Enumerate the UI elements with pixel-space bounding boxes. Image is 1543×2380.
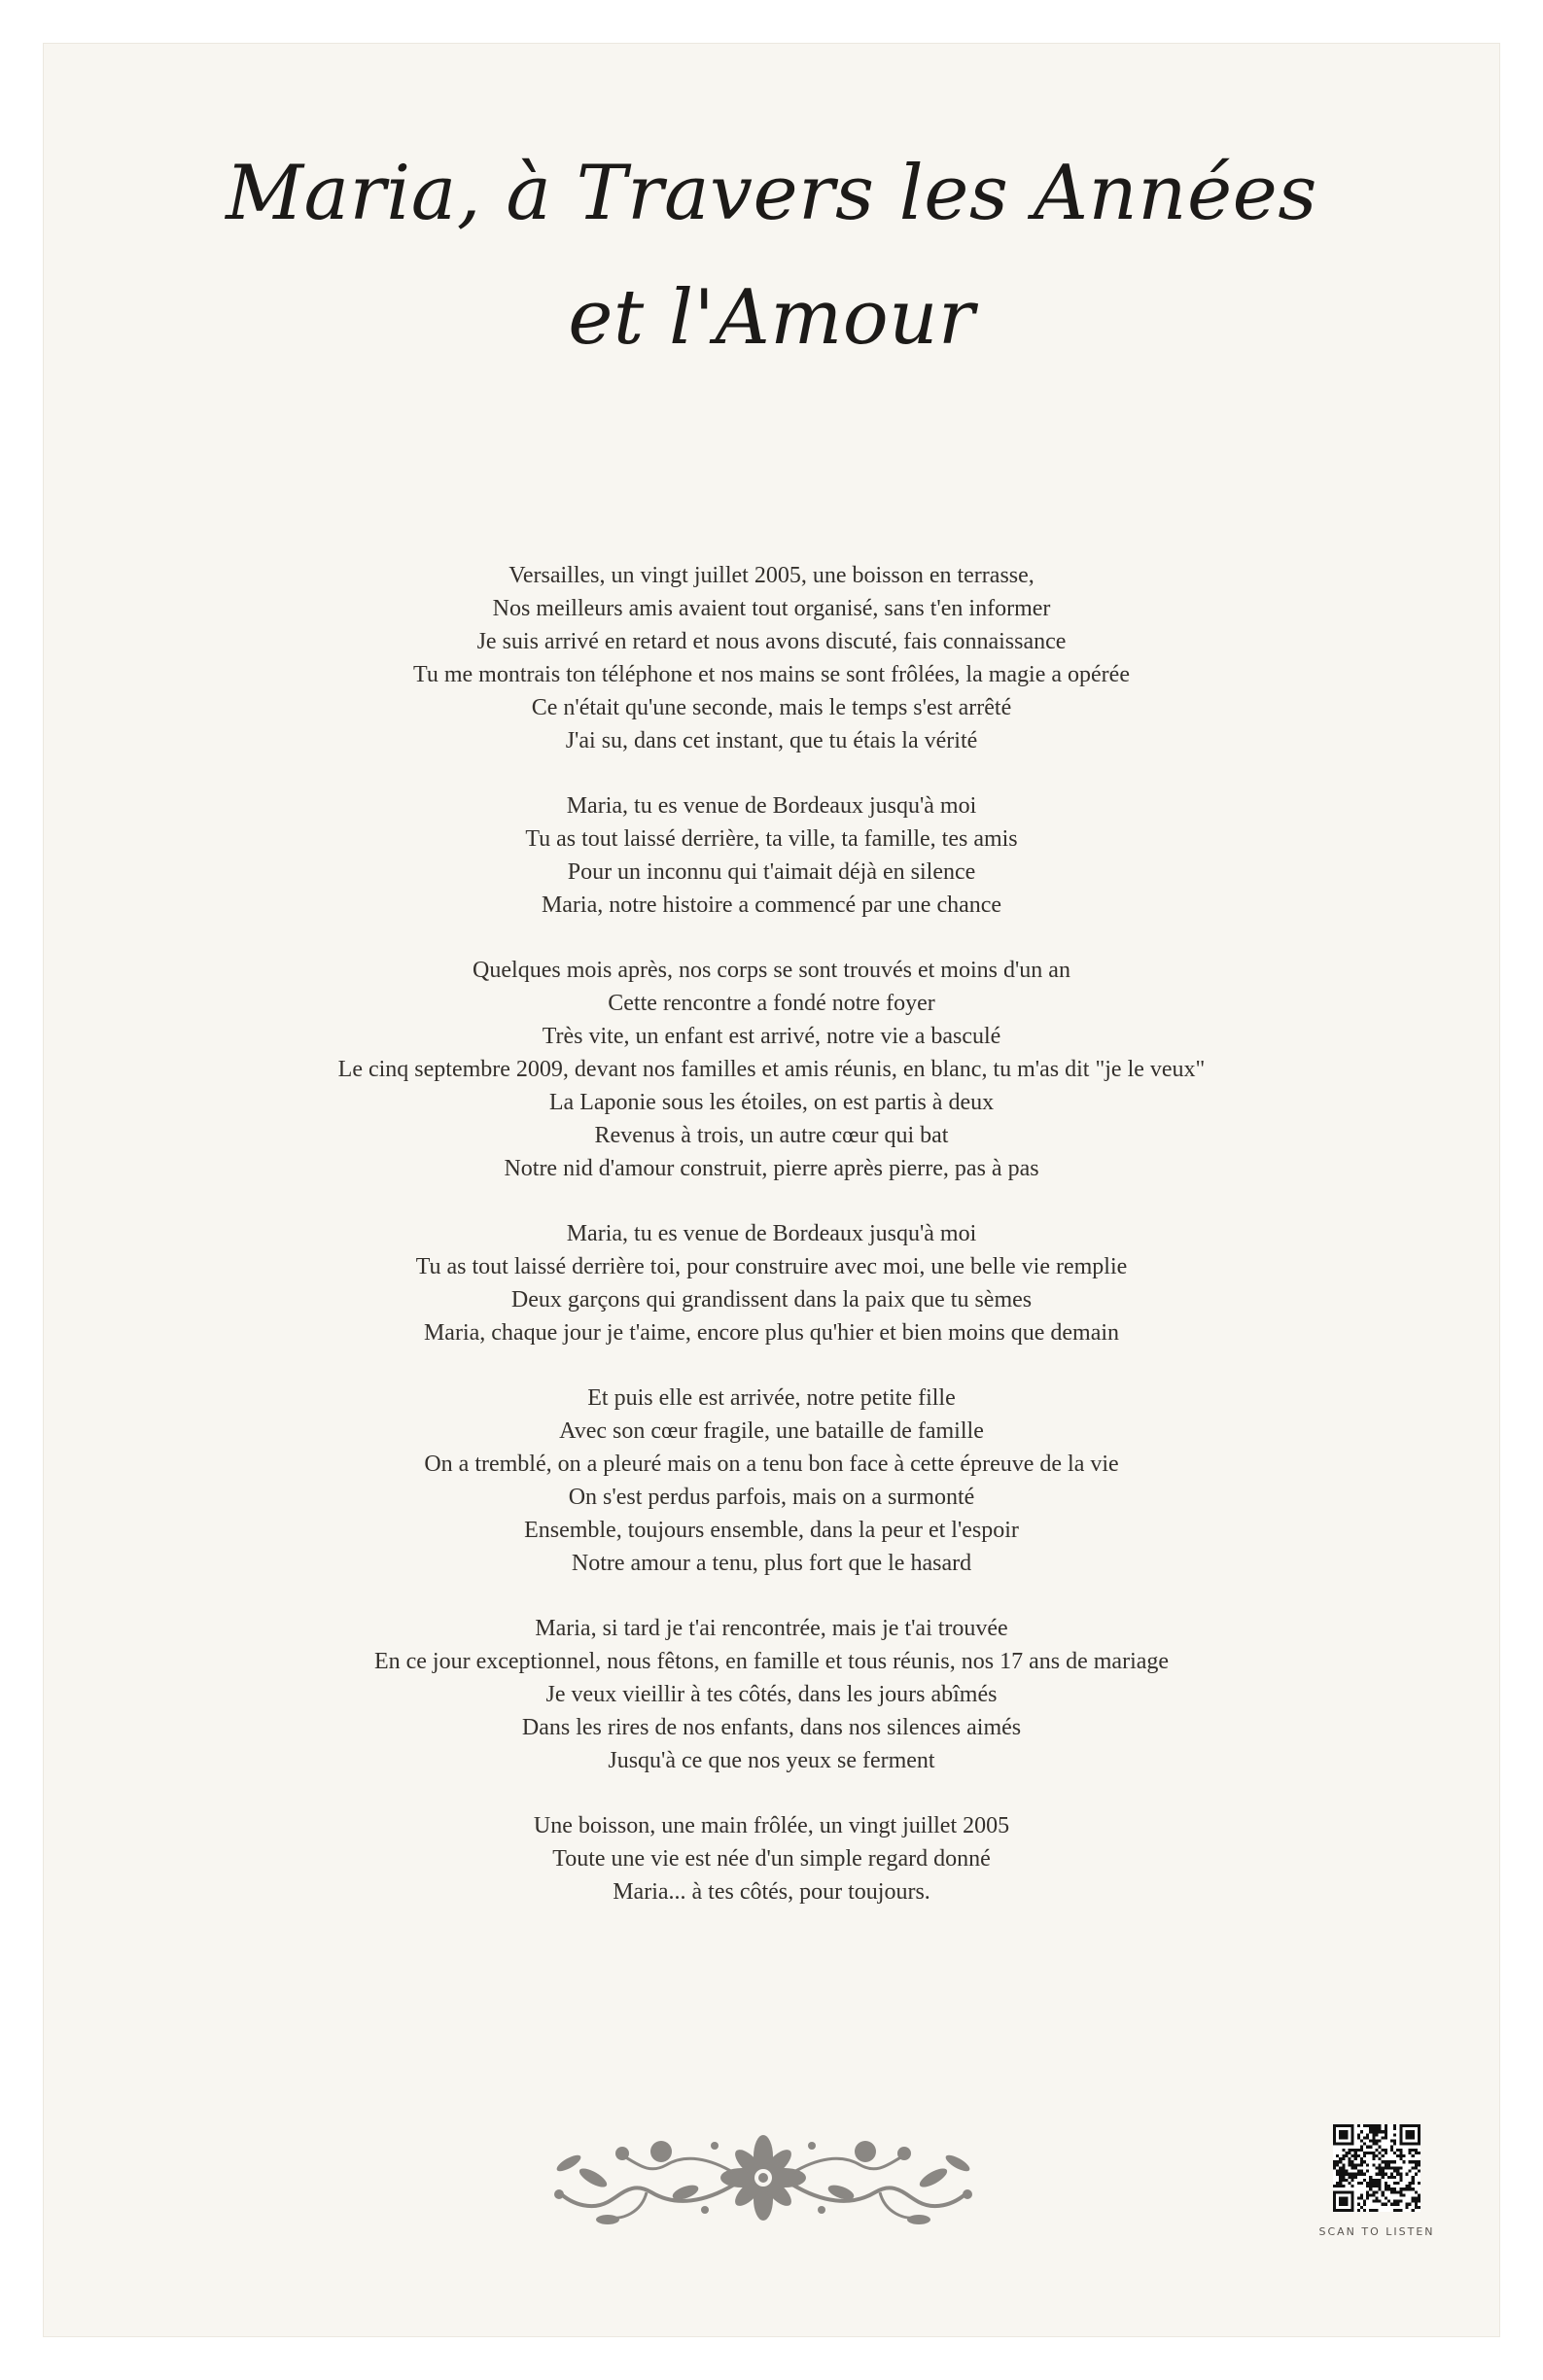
stanza bbox=[141, 1217, 1402, 1349]
stanza bbox=[141, 1382, 1402, 1580]
lyric-line: Dans les rires de nos enfants, dans nos silences aimés bbox=[521, 1715, 1022, 1740]
lyric-line: Maria, tu es venue de Bordeaux jusqu'à moi bbox=[566, 793, 977, 819]
lyric-line: Très vite, un enfant est arrivé, notre vie a basculé bbox=[542, 1024, 1001, 1049]
lyric-line: Maria, chaque jour je t'aime, encore plus qu'hier et bien moins que demain bbox=[423, 1320, 1120, 1346]
lyric-line: Toute une vie est née d'un simple regard donné bbox=[552, 1846, 991, 1872]
lyric-line: J'ai su, dans cet instant, que tu étais la vérité bbox=[565, 728, 978, 753]
lyric-line: Et puis elle est arrivée, notre petite fille bbox=[587, 1385, 956, 1411]
stanza bbox=[141, 1612, 1402, 1777]
qr-block bbox=[1304, 2124, 1450, 2238]
lyric-line: Avec son cœur fragile, une bataille de famille bbox=[559, 1418, 984, 1444]
scan-to-listen-label: SCAN TO LISTEN bbox=[1318, 2225, 1435, 2238]
lyrics bbox=[141, 559, 1402, 1941]
lyric-line: Pour un inconnu qui t'aimait déjà en silence bbox=[567, 859, 976, 885]
lyric-line: Tu as tout laissé derrière, ta ville, ta famille, tes amis bbox=[525, 826, 1018, 852]
lyric-line: Deux garçons qui grandissent dans la paix que tu sèmes bbox=[510, 1287, 1033, 1312]
lyric-line: En ce jour exceptionnel, nous fêtons, en famille et tous réunis, nos 17 ans de mariage bbox=[373, 1649, 1170, 1674]
lyric-line: On s'est perdus parfois, mais on a surmonté bbox=[568, 1485, 975, 1510]
lyric-line: Une boisson, une main frôlée, un vingt juillet 2005 bbox=[533, 1813, 1010, 1838]
lyric-line: Ce n'était qu'une seconde, mais le temps s'est arrêté bbox=[531, 695, 1012, 720]
lyric-line: Nos meilleurs amis avaient tout organisé, sans t'en informer bbox=[492, 596, 1051, 621]
lyric-line: On a tremblé, on a pleuré mais on a tenu bon face à cette épreuve de la vie bbox=[424, 1452, 1119, 1477]
lyric-line: Quelques mois après, nos corps se sont trouvés et moins d'un an bbox=[473, 958, 1070, 983]
lyric-line: Notre amour a tenu, plus fort que le hasard bbox=[571, 1551, 972, 1576]
lyric-line: Cette rencontre a fondé notre foyer bbox=[608, 991, 935, 1016]
lyric-line: Je veux vieillir à tes côtés, dans les jours abîmés bbox=[545, 1682, 998, 1707]
lyric-line: Notre nid d'amour construit, pierre après pierre, pas à pas bbox=[504, 1156, 1039, 1181]
stanza bbox=[141, 954, 1402, 1185]
lyric-line: Je suis arrivé en retard et nous avons discuté, fais connaissance bbox=[476, 629, 1067, 654]
lyric-line: Tu as tout laissé derrière toi, pour construire avec moi, une belle vie remplie bbox=[415, 1254, 1128, 1279]
stanza bbox=[141, 559, 1402, 757]
lyric-line: La Laponie sous les étoiles, on est partis à deux bbox=[548, 1090, 995, 1115]
lyric-line: Ensemble, toujours ensemble, dans la peur et l'espoir bbox=[524, 1518, 1019, 1543]
lyric-line: Maria, tu es venue de Bordeaux jusqu'à moi bbox=[566, 1221, 977, 1246]
lyric-line: Le cinq septembre 2009, devant nos familles et amis réunis, en blanc, tu m'as dit "je le veux" bbox=[337, 1057, 1206, 1082]
poster bbox=[43, 43, 1500, 2337]
stanza bbox=[141, 789, 1402, 922]
lyric-line: Maria, si tard je t'ai rencontrée, mais je t'ai trouvée bbox=[535, 1616, 1008, 1641]
song-title: Maria, à Travers les Années et l'Amour bbox=[226, 150, 1317, 362]
lyric-line: Tu me montrais ton téléphone et nos mains se sont frôlées, la magie a opérée bbox=[413, 662, 1130, 687]
lyric-line: Versailles, un vingt juillet 2005, une boisson en terrasse, bbox=[508, 563, 1035, 588]
stanza bbox=[141, 1809, 1402, 1908]
lyric-line: Jusqu'à ce que nos yeux se ferment bbox=[608, 1748, 935, 1773]
floral-ornament-icon bbox=[540, 2124, 987, 2231]
qr-code-icon[interactable] bbox=[1333, 2124, 1420, 2212]
lyric-line: Revenus à trois, un autre cœur qui bat bbox=[594, 1123, 949, 1148]
lyric-line: Maria, notre histoire a commencé par une chance bbox=[541, 892, 1002, 918]
lyric-line: Maria... à tes côtés, pour toujours. bbox=[613, 1879, 930, 1905]
